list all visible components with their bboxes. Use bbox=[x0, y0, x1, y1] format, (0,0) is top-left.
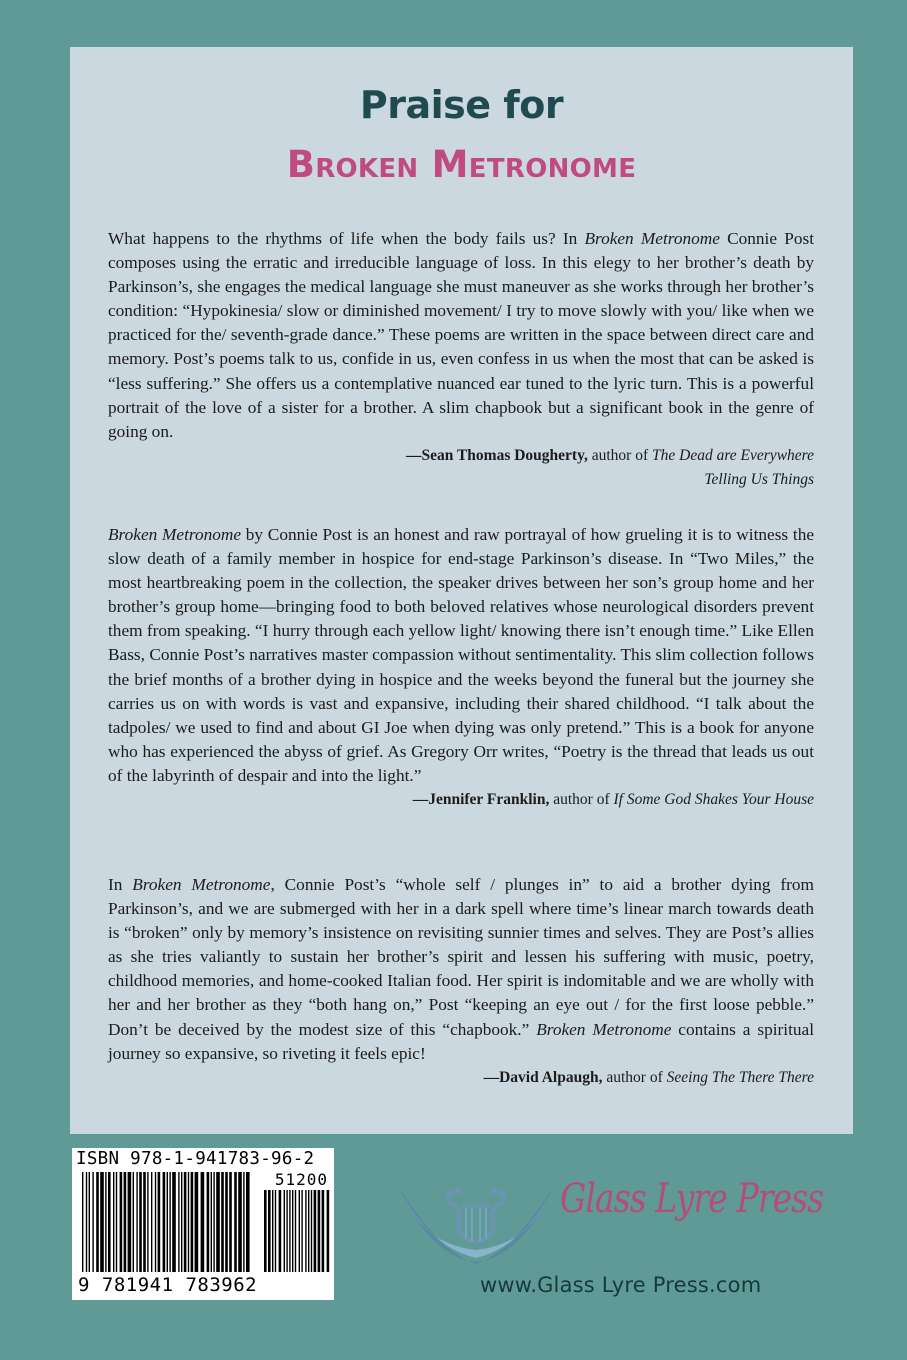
review-3 bbox=[108, 873, 814, 1090]
review-2-body: Broken Metronome by Connie Post is an honest and raw portrayal of how grueling it is to witness the slow death of a family member in hospice for end-stage Parkinson’s disease. In “Two Miles,” the most heartbreaking poem in the collection, the speaker drives between her son’s group home and her brother’s group home—bringing food to both beloved relatives whose neurological disorders prevent them from speaking. “I hurry through each yellow light/ knowing there isn’t enough time.” Like Ellen Bass, Connie Post’s narratives master compassion without sentimentality. This slim collection follows the brief months of a brother dying in hospice and the weeks beyond the funeral but the journey she carries us on with words is vast and expansive, including their shared childhood. “I talk about the tadpoles/ we used to find and about GI Joe when dying was only pretend.” This is a book for anyone who has experienced the abyss of grief. As Gregory Orr writes, “Poetry is the thread that leads us out of the labyrinth of despair and into the light.” bbox=[108, 525, 814, 785]
review-3-work: Seeing The There There bbox=[666, 1068, 814, 1086]
review-1-work: The Dead are Everywhere bbox=[652, 446, 814, 464]
publisher-url: www.Glass Lyre Press.com bbox=[480, 1273, 762, 1297]
praise-panel bbox=[70, 47, 853, 1134]
review-3-author: —David Alpaugh, bbox=[483, 1068, 603, 1086]
barcode-digits: 9 781941 783962 bbox=[78, 1274, 258, 1296]
review-2 bbox=[108, 523, 814, 812]
review-1-attribution: —Sean Thomas Dougherty, author of The Dead are Everywhere Telling Us Things bbox=[406, 446, 814, 488]
review-1 bbox=[108, 227, 814, 492]
publisher-name: Glass Lyre Press bbox=[560, 1176, 824, 1222]
review-1-author: —Sean Thomas Dougherty, bbox=[406, 446, 588, 464]
review-2-author: —Jennifer Franklin, bbox=[412, 791, 550, 809]
review-3-body: In Broken Metronome, Connie Post’s “whole self / plunges in” to aid a brother dying from Parkinson’s, and we are submerged with her in a dark spell where time’s linear march towards death is “broken” only by memory’s insistence on revisiting sunnier times and selves. They are Post’s allies as she tries valiantly to sustain her brother’s spirit and lessen his suffering with music, poetry, childhood memories, and home-cooked Italian food. Her spirit is indomitable and we are wholly with her and her brother as they “both hang on,” Post “keeping an eye out / for the first loose pebble.” Don’t be deceived by the modest size of this “chapbook.” Broken Metronome contains a spiritual journey so expansive, so riveting it feels epic! bbox=[108, 875, 815, 1063]
isbn-barcode bbox=[72, 1148, 334, 1300]
review-2-work: If Some God Shakes Your House bbox=[613, 791, 814, 809]
review-2-attribution: —Jennifer Franklin, author of If Some God Shakes Your House bbox=[412, 791, 814, 809]
review-3-attribution: —David Alpaugh, author of Seeing The There There bbox=[483, 1068, 814, 1086]
review-1-body: What happens to the rhythms of life when the body fails us? In Broken Metronome Connie Post composes using the erratic and irreducible language of loss. In this elegy to her brother’s death by Parkinson’s, she engages the medical language she must maneuver as she works through her brother’s condition: “Hypokinesia/ slow or diminished movement/ I try to move slowly with you/ like when we practiced for the/ seventh-grade dance.” These poems are written in the space between direct care and memory. Post’s poems talk to us, confide in us, even confess in us when the most that can be asked is “less suffering.” She offers us a contemplative nuanced ear tuned to the lyric turn. This is a powerful portrait of the love of a sister for a brother. A slim chapbook but a significant book in the genre of going on. bbox=[108, 229, 814, 441]
lyre-swans-logo-icon bbox=[396, 1178, 556, 1268]
price-code: 51200 bbox=[274, 1170, 328, 1189]
praise-heading: Praise for bbox=[359, 83, 564, 127]
isbn-number: ISBN 978-1-941783-96-2 bbox=[76, 1149, 315, 1169]
book-title: Broken Metronome bbox=[286, 143, 637, 186]
review-1-work-cont: Telling Us Things bbox=[704, 470, 814, 488]
